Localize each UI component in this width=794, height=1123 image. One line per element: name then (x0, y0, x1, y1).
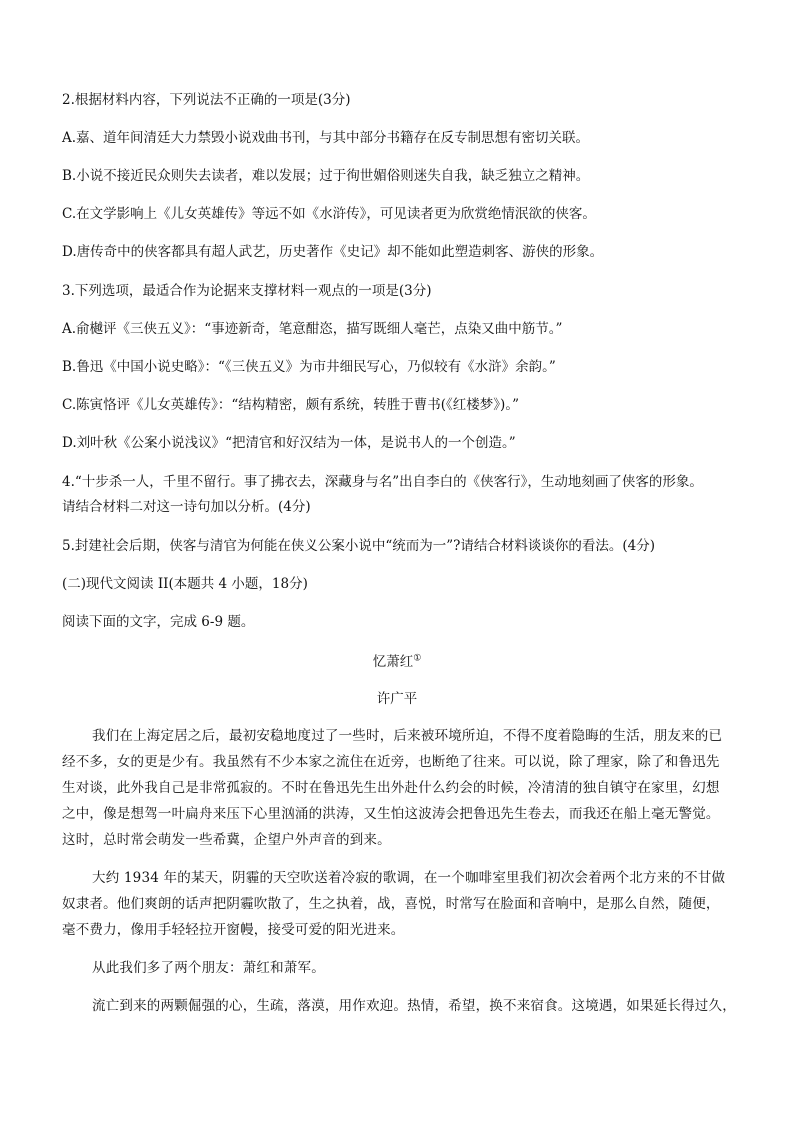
article-p3: 从此我们多了两个朋友：萧红和萧军。 (92, 960, 325, 976)
q4-line-2: 请结合材料二对这一诗句加以分析。(4分) (62, 499, 311, 515)
q2-option-a: A.嘉、道年间清廷大力禁毁小说戏曲书刊，与其中部分书籍存在反专制思想有密切关联。 (62, 130, 590, 146)
q2-option-c: C.在文学影响上《儿女英雄传》等远不如《水浒传》，可见读者更为欣赏绝情泯欲的侠客。 (62, 206, 596, 222)
article-p1-line-2: 经不多，女的更是少有。我虽然有不少本家之流住在近旁，也断绝了往来。可以说，除了理家，除了和鲁迅先 (62, 754, 720, 770)
q3-option-c: C.陈寅恪评《儿女英雄传》：“结构精密，颇有系统，转胜于曹书(《红楼梦》)。” (62, 397, 519, 413)
section-heading: (二)现代文阅读 II(本题共 4 小题，18分) (62, 576, 308, 592)
article-author: 许广平 (376, 691, 418, 707)
q4-line-1: 4.“十步杀一人，千里不留行。事了拂衣去，深藏身与名”出自李白的《侠客行》，生动地刻画了侠客的形象。 (62, 474, 703, 490)
article-title (0, 652, 794, 672)
q2-option-d: D.唐传奇中的侠客都具有超人武艺，历史著作《史记》却不能如此塑造刺客、游侠的形象。 (62, 244, 604, 260)
article-p2-line-1: 大约 1934 年的某天，阴霾的天空吹送着冷寂的歌调，在一个咖啡室里我们初次会着两个北方来的不甘做 (92, 870, 726, 886)
q5-question: 5.封建社会后期，侠客与清官为何能在侠义公案小说中“统而为一”?请结合材料谈谈你的看法。(4分) (62, 538, 656, 554)
q3-stem: 3.下列选项，最适合作为论据来支撑材料一观点的一项是(3分) (62, 283, 432, 299)
article-p1-line-5: 这时，总时常会萌发一些希冀，企望户外声音的到来。 (62, 832, 391, 848)
article-p4-line-1: 流亡到来的两颗倔强的心，生疏，落漠，用作欢迎。热情，希望，换不来宿食。这境遇，如果延长得过久， (92, 998, 736, 1014)
article-p1-line-1: 我们在上海定居之后，最初安稳地度过了一些时，后来被环境所迫，不得不度着隐晦的生活，朋友来的已 (92, 728, 723, 744)
q3-option-a: A.俞樾评《三侠五义》：“事迹新奇，笔意酣恣，描写既细人毫芒，点染又曲中筋节。” (62, 321, 563, 337)
q2-stem: 2.根据材料内容，下列说法不正确的一项是(3分) (62, 92, 351, 108)
reading-instruction: 阅读下面的文字，完成 6-9 题。 (62, 614, 255, 630)
q2-option-b: B.小说不接近民众则失去读者，难以发展；过于徇世媚俗则迷失自我，缺乏独立之精神。 (62, 168, 590, 184)
article-title-text: 忆萧红 (372, 654, 414, 670)
article-p2-line-2: 奴隶者。他们爽朗的话声把阴霾吹散了，生之执着，战，喜悦，时常写在脸面和音响中，是那么自然，随便， (62, 896, 720, 912)
article-p1-line-3: 生对谈，此外我自己是非常孤寂的。不时在鲁迅先生出外赴什么约会的时候，冷清清的独自镇守在家里，幻想 (62, 780, 720, 796)
q3-option-d: D.刘叶秋《公案小说浅议》“把清官和好汉结为一体，是说书人的一个创造。” (62, 435, 516, 451)
q3-option-b: B.鲁迅《中国小说史略》：“《三侠五义》为市井细民写心，乃似较有《水浒》余韵。” (62, 359, 556, 375)
article-p1-line-4: 之中，像是想驾一叶扁舟来压下心里汹涌的洪涛，又生怕这波涛会把鲁迅先生卷去，而我还在船上毫无警觉。 (62, 806, 720, 822)
article-p2-line-3: 毫不费力，像用手轻轻拉开窗幔，接受可爱的阳光进来。 (62, 922, 405, 938)
article-title-footnote-mark: ① (413, 653, 422, 664)
